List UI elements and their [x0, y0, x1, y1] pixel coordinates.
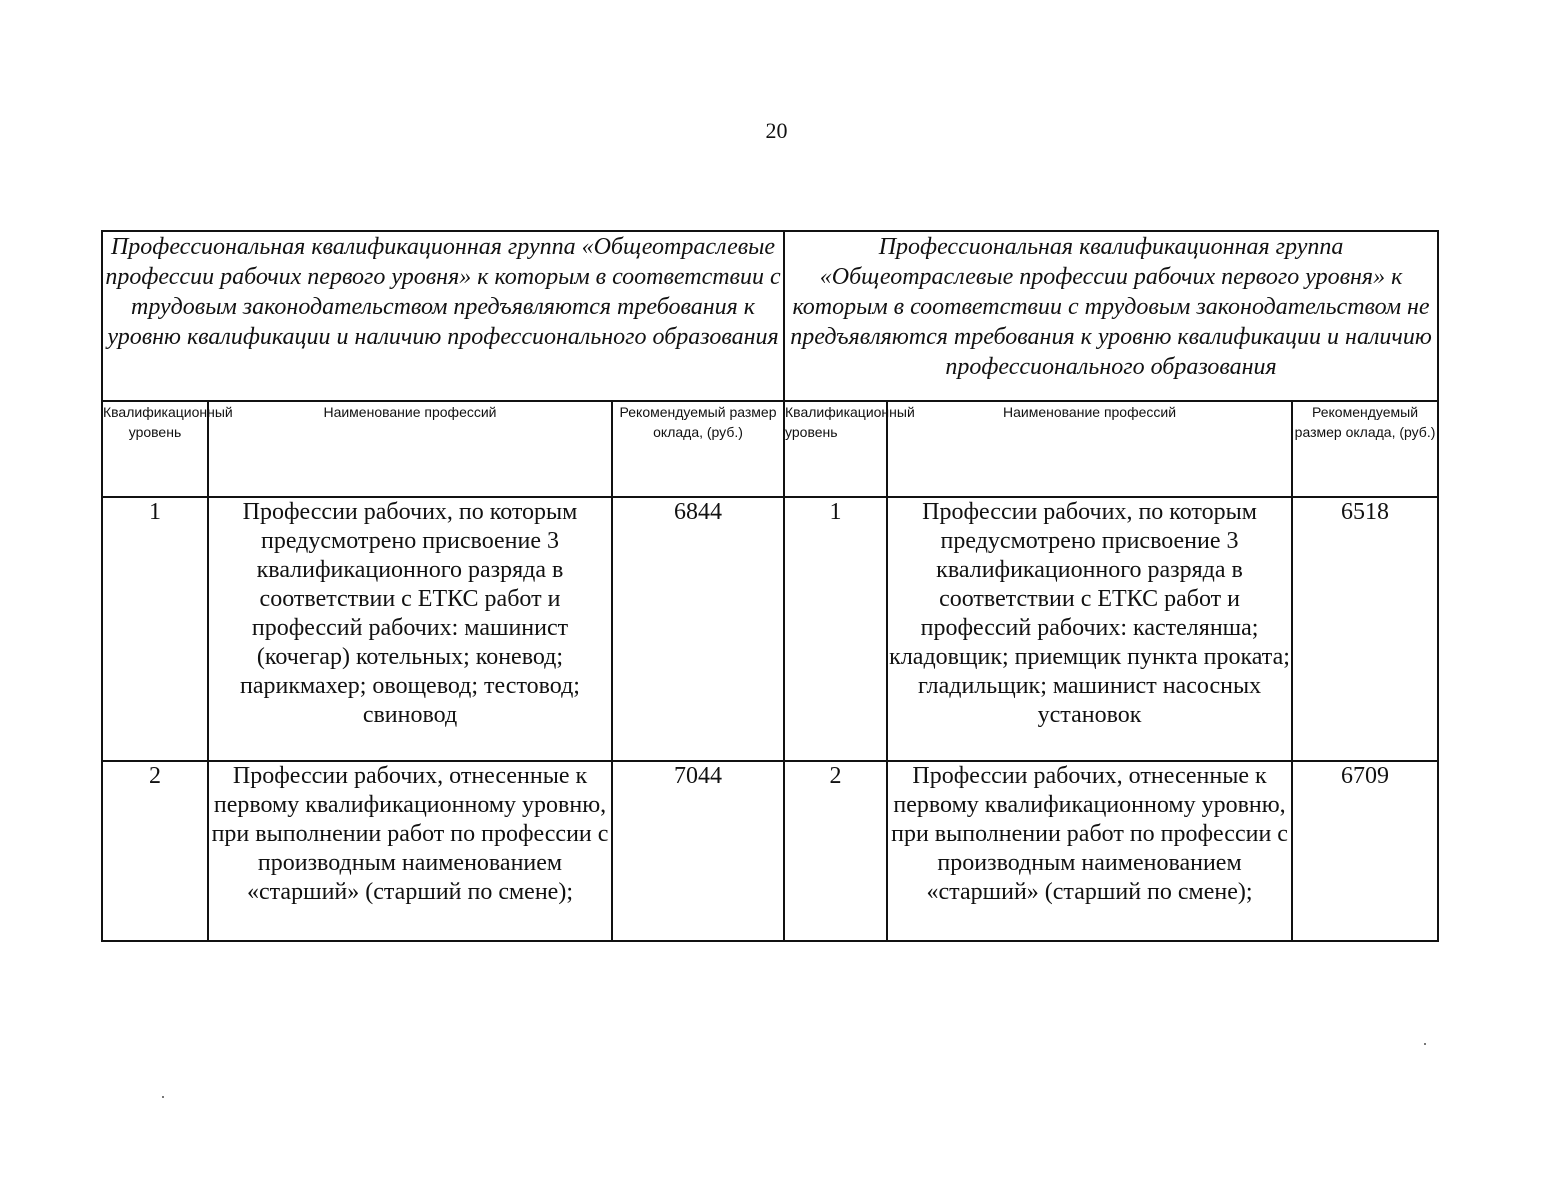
column-header-row [102, 401, 1438, 497]
scan-speck [1424, 1043, 1426, 1045]
scan-speck [162, 1096, 164, 1098]
level-cell-left: 2 [102, 761, 208, 941]
profession-cell-right: Профессии рабочих, по которым предусмотрено присвоение 3 квалификационного разряда в соответствии с ЕТКС работ и профессий рабочих: кастелянша; кладовщик; приемщик пункта проката; гладильщик; машинист насосных установок [887, 497, 1292, 761]
profession-cell-left: Профессии рабочих, отнесенные к первому квалификационному уровню, при выполнении работ по профессии с производным наименованием «старший» (старший по смене); [208, 761, 612, 941]
header-level-left: Квалификационный уровень [102, 401, 208, 497]
salary-cell-right: 6709 [1292, 761, 1438, 941]
profession-cell-left: Профессии рабочих, по которым предусмотрено присвоение 3 квалификационного разряда в соответствии с ЕТКС работ и профессий рабочих: машинист (кочегар) котельных; коневод; парикмахер; овощевод; тестовод; свиновод [208, 497, 612, 761]
page-number: 20 [765, 118, 788, 143]
salary-cell-right: 6518 [1292, 497, 1438, 761]
header-name-right: Наименование профессий [887, 401, 1292, 497]
level-cell-left: 1 [102, 497, 208, 761]
header-name-left: Наименование профессий [208, 401, 612, 497]
table-row [102, 761, 1438, 941]
header-salary-left: Рекомендуемый размер оклада, (руб.) [612, 401, 784, 497]
salary-table [101, 230, 1439, 942]
salary-cell-left: 7044 [612, 761, 784, 941]
group-title-left: Профессиональная квалификационная группа «Общеотраслевые профессии рабочих первого уровня» к которым в соответствии с трудовым законодательством предъявляются требования к уровню квалификации и наличию профессионального образования [102, 231, 784, 401]
group-title-row [102, 231, 1438, 401]
level-cell-right: 2 [784, 761, 887, 941]
group-title-right: Профессиональная квалификационная группа «Общеотраслевые профессии рабочих первого уровня» к которым в соответствии с трудовым законодательством не предъявляются требования к уровню квалификации и наличию профессионального образования [784, 231, 1438, 401]
table-row [102, 497, 1438, 761]
header-salary-right: Рекомендуемый размер оклада, (руб.) [1292, 401, 1438, 497]
profession-cell-right: Профессии рабочих, отнесенные к первому квалификационному уровню, при выполнении работ по профессии с производным наименованием «старший» (старший по смене); [887, 761, 1292, 941]
salary-cell-left: 6844 [612, 497, 784, 761]
level-cell-right: 1 [784, 497, 887, 761]
header-level-right: Квалификационный уровень [784, 401, 887, 497]
